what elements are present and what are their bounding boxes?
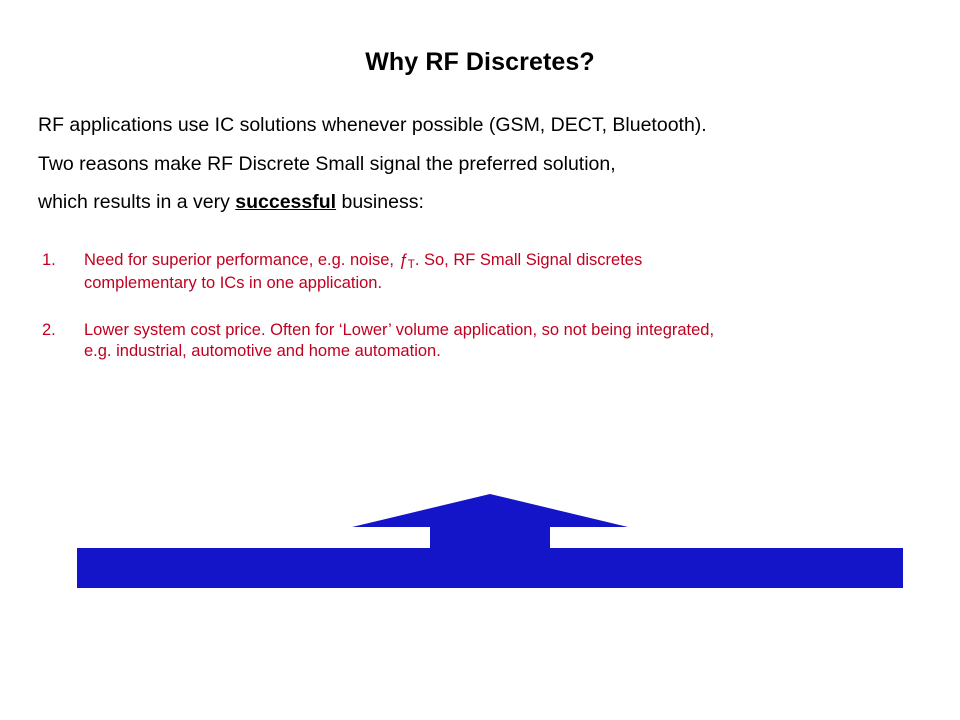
list-item-text — [84, 250, 932, 294]
body-paragraph-2: Two reasons make RF Discrete Small signal the preferred solution, — [38, 152, 616, 175]
list-item-text — [84, 320, 932, 362]
list-item-1-line1-pre: Need for superior performance, e.g. noise, — [84, 251, 399, 269]
list-item — [42, 250, 932, 294]
emphasis-word: successful — [235, 191, 337, 213]
page-title: Why RF Discretes? — [365, 48, 595, 76]
list-item-number: 2. — [42, 321, 56, 340]
list-item-number: 1. — [42, 251, 56, 269]
list-item-1-line2: complementary to ICs in one application. — [84, 273, 383, 292]
list-item-1-symbol: ƒ — [398, 251, 408, 269]
list-item-2-line2: e.g. industrial, automotive and home automation. — [84, 342, 441, 361]
blue-up-arrow-icon — [60, 480, 920, 610]
slide-body-text — [38, 116, 928, 232]
list-item — [42, 320, 932, 362]
list-item-1-subscript: T — [407, 259, 415, 272]
body-paragraph-3: which results in a very successful business: — [38, 191, 424, 213]
list-item-2-line1: Lower system cost price. Often for ‘Lower’ volume application, so not being integrated, — [84, 321, 715, 340]
list-item-1-line1-post: . So, RF Small Signal discretes — [414, 251, 643, 269]
body-paragraph-1: RF applications use IC solutions whenever possible (GSM, DECT, Bluetooth). — [38, 114, 707, 136]
reasons-list — [42, 250, 932, 388]
